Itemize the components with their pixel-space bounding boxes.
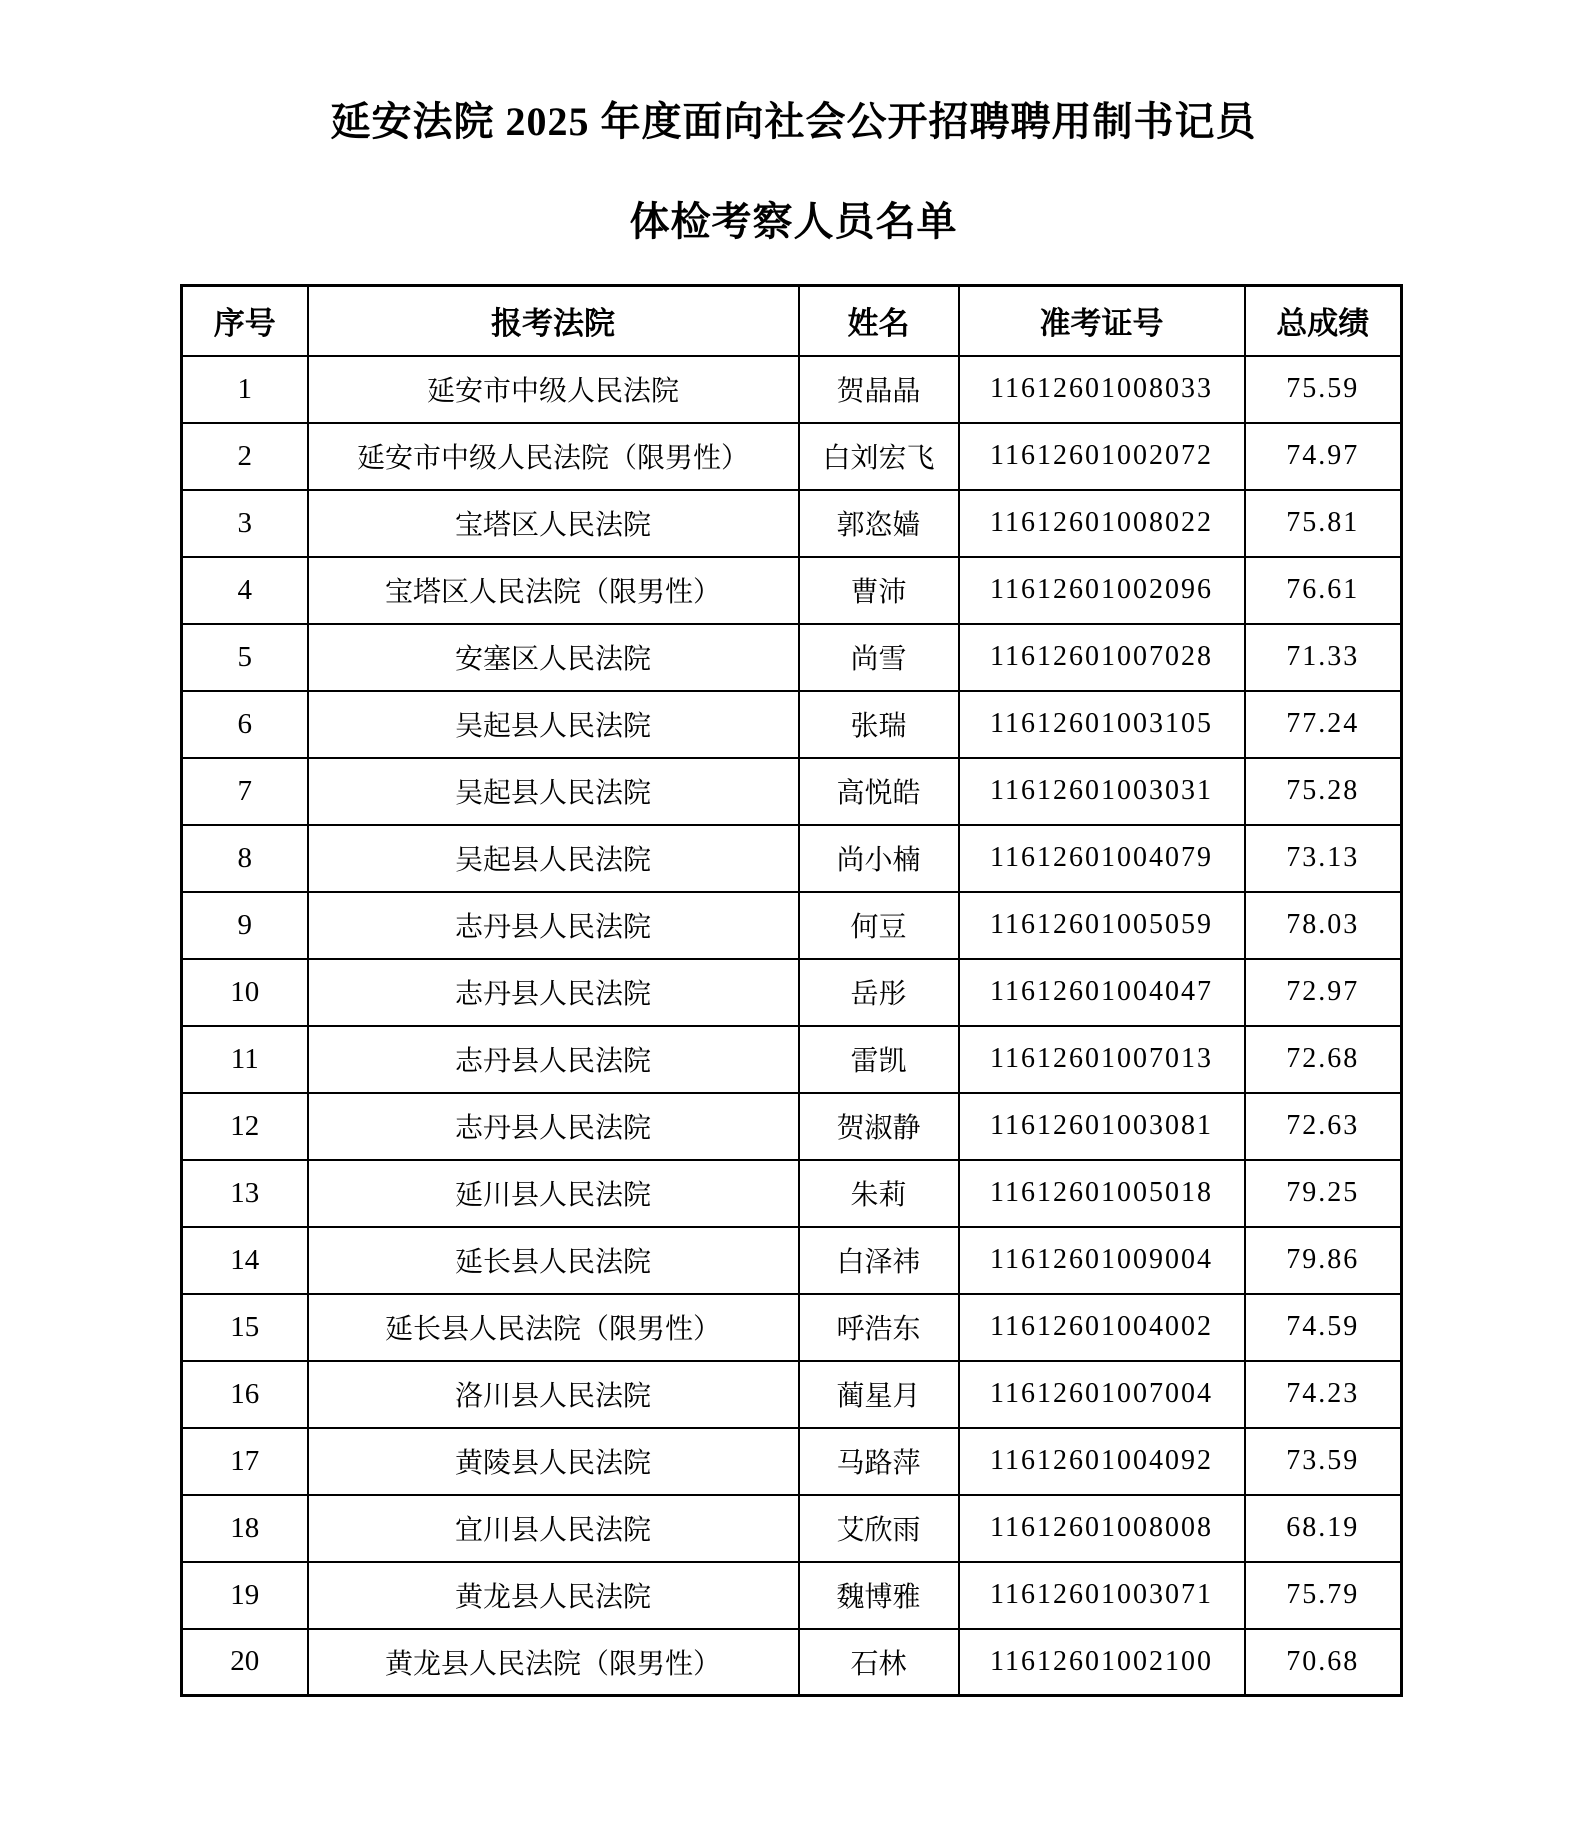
cell-court: 黄龙县人民法院: [308, 1562, 799, 1629]
cell-index: 4: [182, 557, 308, 624]
cell-court: 宜川县人民法院: [308, 1495, 799, 1562]
cell-total-score: 75.79: [1245, 1562, 1402, 1629]
cell-court: 吴起县人民法院: [308, 691, 799, 758]
cell-ticket-number: 11612601007013: [959, 1026, 1245, 1093]
cell-name: 贺晶晶: [799, 356, 959, 423]
cell-ticket-number: 11612601008033: [959, 356, 1245, 423]
cell-total-score: 72.97: [1245, 959, 1402, 1026]
col-header-index: 序号: [182, 286, 308, 356]
cell-name: 朱莉: [799, 1160, 959, 1227]
cell-total-score: 75.59: [1245, 356, 1402, 423]
cell-name: 白刘宏飞: [799, 423, 959, 490]
cell-name: 魏博雅: [799, 1562, 959, 1629]
table-row: [182, 1160, 1402, 1227]
cell-name: 尚小楠: [799, 825, 959, 892]
cell-court: 延川县人民法院: [308, 1160, 799, 1227]
table-row: [182, 1428, 1402, 1495]
cell-total-score: 79.25: [1245, 1160, 1402, 1227]
cell-name: 蔺星月: [799, 1361, 959, 1428]
cell-index: 13: [182, 1160, 308, 1227]
cell-ticket-number: 11612601003105: [959, 691, 1245, 758]
cell-index: 3: [182, 490, 308, 557]
table-row: [182, 356, 1402, 423]
table-row: [182, 423, 1402, 490]
table-row: [182, 1629, 1402, 1696]
cell-ticket-number: 11612601002100: [959, 1629, 1245, 1696]
table-row: [182, 1026, 1402, 1093]
cell-name: 马路萍: [799, 1428, 959, 1495]
cell-total-score: 76.61: [1245, 557, 1402, 624]
cell-ticket-number: 11612601005018: [959, 1160, 1245, 1227]
cell-total-score: 75.28: [1245, 758, 1402, 825]
cell-ticket-number: 11612601004092: [959, 1428, 1245, 1495]
table-body: [182, 356, 1402, 1696]
table-row: [182, 825, 1402, 892]
cell-court: 延安市中级人民法院: [308, 356, 799, 423]
cell-name: 呼浩东: [799, 1294, 959, 1361]
cell-total-score: 70.68: [1245, 1629, 1402, 1696]
col-header-ticket-number: 准考证号: [959, 286, 1245, 356]
col-header-total-score: 总成绩: [1245, 286, 1402, 356]
cell-index: 10: [182, 959, 308, 1026]
cell-ticket-number: 11612601002096: [959, 557, 1245, 624]
cell-name: 雷凯: [799, 1026, 959, 1093]
cell-index: 15: [182, 1294, 308, 1361]
table-row: [182, 1361, 1402, 1428]
cell-court: 延长县人民法院: [308, 1227, 799, 1294]
cell-total-score: 73.13: [1245, 825, 1402, 892]
table-row: [182, 1294, 1402, 1361]
table-row: [182, 758, 1402, 825]
cell-total-score: 74.97: [1245, 423, 1402, 490]
cell-index: 2: [182, 423, 308, 490]
cell-index: 1: [182, 356, 308, 423]
cell-total-score: 71.33: [1245, 624, 1402, 691]
cell-name: 石林: [799, 1629, 959, 1696]
cell-ticket-number: 11612601003031: [959, 758, 1245, 825]
cell-name: 曹沛: [799, 557, 959, 624]
cell-total-score: 75.81: [1245, 490, 1402, 557]
document-title-line2: 体检考察人员名单: [629, 199, 958, 244]
table-row: [182, 1562, 1402, 1629]
cell-court: 志丹县人民法院: [308, 1093, 799, 1160]
cell-ticket-number: 11612601004079: [959, 825, 1245, 892]
cell-total-score: 74.59: [1245, 1294, 1402, 1361]
table-row: [182, 490, 1402, 557]
document-title-line1: 延安法院 2025 年度面向社会公开招聘聘用制书记员: [330, 99, 1257, 144]
cell-ticket-number: 11612601008008: [959, 1495, 1245, 1562]
table-row: [182, 1093, 1402, 1160]
cell-court: 宝塔区人民法院（限男性）: [308, 557, 799, 624]
cell-index: 17: [182, 1428, 308, 1495]
cell-name: 张瑞: [799, 691, 959, 758]
cell-court: 志丹县人民法院: [308, 892, 799, 959]
cell-index: 7: [182, 758, 308, 825]
cell-ticket-number: 11612601003071: [959, 1562, 1245, 1629]
cell-court: 吴起县人民法院: [308, 825, 799, 892]
cell-court: 安塞区人民法院: [308, 624, 799, 691]
cell-index: 19: [182, 1562, 308, 1629]
table-row: [182, 892, 1402, 959]
cell-index: 8: [182, 825, 308, 892]
cell-total-score: 73.59: [1245, 1428, 1402, 1495]
cell-index: 20: [182, 1629, 308, 1696]
table-header: [182, 286, 1402, 356]
cell-total-score: 68.19: [1245, 1495, 1402, 1562]
cell-index: 6: [182, 691, 308, 758]
cell-ticket-number: 11612601005059: [959, 892, 1245, 959]
candidate-roster-table: [180, 284, 1403, 1697]
cell-index: 18: [182, 1495, 308, 1562]
table-row: [182, 691, 1402, 758]
table-row: [182, 959, 1402, 1026]
cell-court: 志丹县人民法院: [308, 959, 799, 1026]
cell-total-score: 72.68: [1245, 1026, 1402, 1093]
cell-court: 志丹县人民法院: [308, 1026, 799, 1093]
cell-index: 12: [182, 1093, 308, 1160]
cell-ticket-number: 11612601007028: [959, 624, 1245, 691]
cell-ticket-number: 11612601002072: [959, 423, 1245, 490]
cell-index: 14: [182, 1227, 308, 1294]
cell-ticket-number: 11612601008022: [959, 490, 1245, 557]
cell-name: 岳彤: [799, 959, 959, 1026]
cell-ticket-number: 11612601007004: [959, 1361, 1245, 1428]
cell-index: 9: [182, 892, 308, 959]
cell-name: 何豆: [799, 892, 959, 959]
cell-name: 艾欣雨: [799, 1495, 959, 1562]
cell-name: 贺淑静: [799, 1093, 959, 1160]
cell-court: 洛川县人民法院: [308, 1361, 799, 1428]
cell-total-score: 79.86: [1245, 1227, 1402, 1294]
cell-name: 尚雪: [799, 624, 959, 691]
table-header-row: [182, 286, 1402, 356]
cell-name: 郭恣嫱: [799, 490, 959, 557]
cell-total-score: 77.24: [1245, 691, 1402, 758]
cell-total-score: 72.63: [1245, 1093, 1402, 1160]
cell-court: 延长县人民法院（限男性）: [308, 1294, 799, 1361]
table-row: [182, 1227, 1402, 1294]
cell-total-score: 74.23: [1245, 1361, 1402, 1428]
cell-ticket-number: 11612601004002: [959, 1294, 1245, 1361]
cell-court: 吴起县人民法院: [308, 758, 799, 825]
col-header-court: 报考法院: [308, 286, 799, 356]
table-row: [182, 1495, 1402, 1562]
cell-index: 11: [182, 1026, 308, 1093]
cell-ticket-number: 11612601003081: [959, 1093, 1245, 1160]
table-row: [182, 624, 1402, 691]
cell-total-score: 78.03: [1245, 892, 1402, 959]
col-header-name: 姓名: [799, 286, 959, 356]
cell-index: 5: [182, 624, 308, 691]
cell-index: 16: [182, 1361, 308, 1428]
cell-court: 黄陵县人民法院: [308, 1428, 799, 1495]
table-row: [182, 557, 1402, 624]
cell-ticket-number: 11612601004047: [959, 959, 1245, 1026]
cell-court: 宝塔区人民法院: [308, 490, 799, 557]
cell-name: 高悦皓: [799, 758, 959, 825]
cell-ticket-number: 11612601009004: [959, 1227, 1245, 1294]
cell-court: 延安市中级人民法院（限男性）: [308, 423, 799, 490]
cell-court: 黄龙县人民法院（限男性）: [308, 1629, 799, 1696]
cell-name: 白泽祎: [799, 1227, 959, 1294]
